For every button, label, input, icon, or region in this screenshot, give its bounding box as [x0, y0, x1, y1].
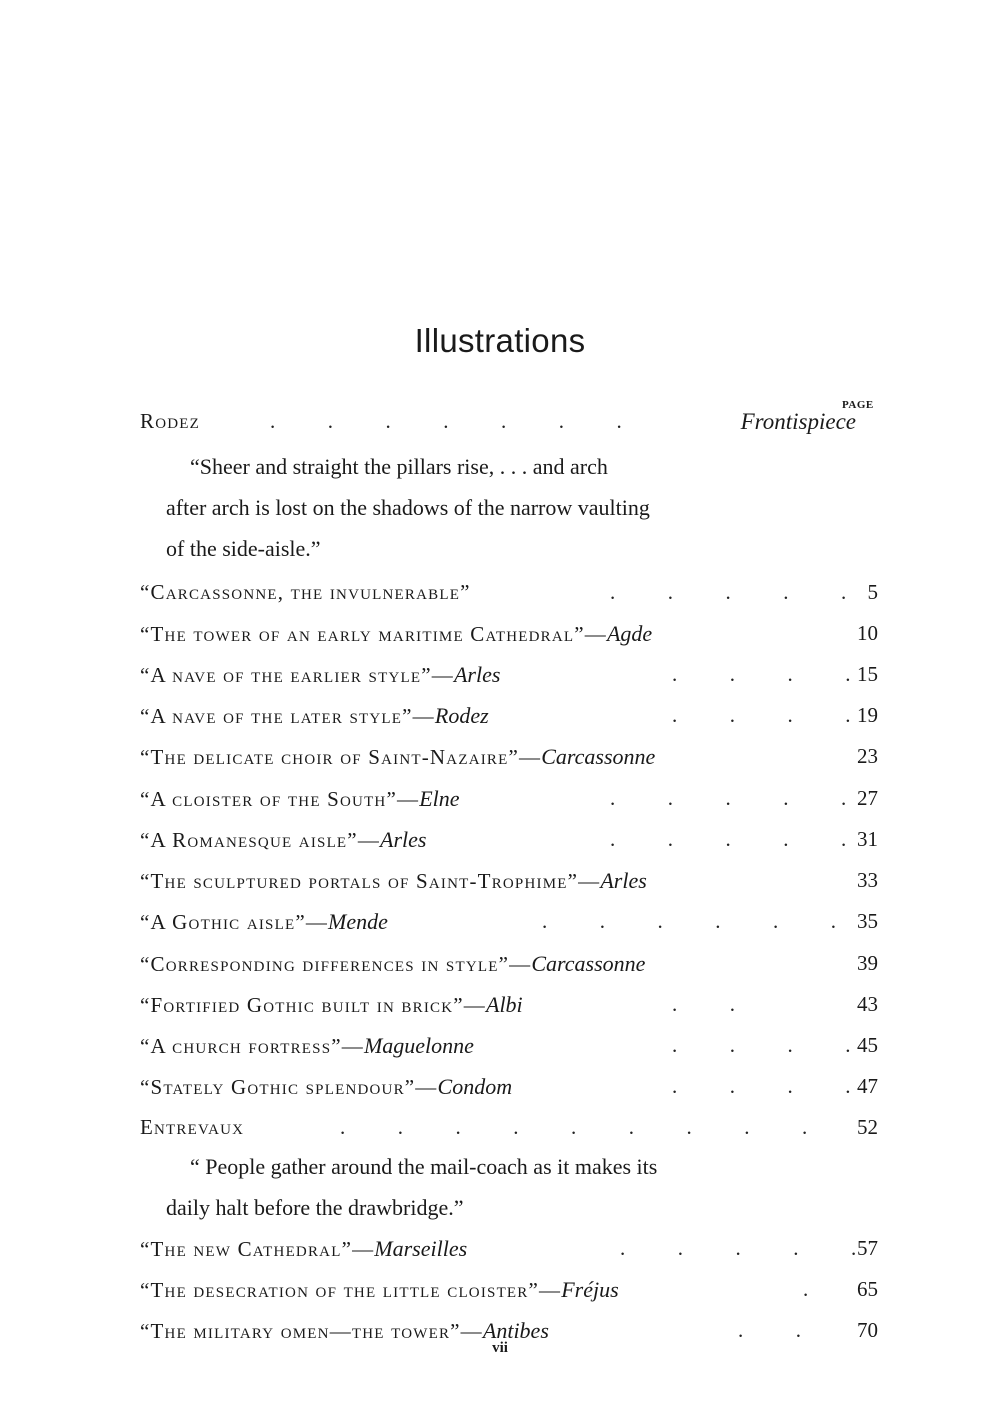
dot-leader: . . . . . [610, 580, 847, 604]
caption-line: “ People gather around the mail-coach as it makes its [190, 1154, 658, 1179]
place-name: Marseilles [374, 1236, 468, 1261]
list-item [140, 909, 882, 939]
dot-leader: . . . . . . [542, 909, 836, 933]
entry-title: “A Romanesque aisle”—Arles [140, 827, 427, 852]
entry-title: “A church fortress”—Maguelonne [140, 1033, 474, 1058]
entry-title: “A nave of the earlier style”—Arles [140, 662, 501, 687]
list-item [140, 1236, 882, 1266]
list-item [140, 662, 882, 692]
entry-title: “The military omen—the tower”—Antibes [140, 1318, 549, 1343]
page-number: 33 [857, 868, 878, 892]
dot-leader: . . . . [672, 662, 851, 686]
entry-title: “The delicate choir of Saint-Nazaire”—Carcassonne [140, 744, 656, 769]
place-name: Arles [600, 868, 647, 893]
page-number: 19 [857, 703, 878, 727]
place-name: Rodez [434, 703, 489, 728]
page-number: 43 [857, 992, 878, 1016]
entry-title: “A cloister of the South”—Elne [140, 786, 460, 811]
dot-leader: . . [738, 1318, 801, 1342]
list-item [140, 703, 882, 733]
page-column-label: PAGE [842, 399, 874, 411]
dot-leader: . . . . . . . [270, 409, 622, 433]
list-item [140, 744, 882, 774]
list-item [140, 786, 882, 816]
list-item [140, 1115, 882, 1145]
page-number: 45 [857, 1033, 878, 1057]
dot-leader: . . . . [672, 703, 851, 727]
place-name: Elne [419, 786, 460, 811]
entry-title: “Carcassonne, the invulnerable” [140, 580, 471, 604]
page-number: 65 [857, 1277, 878, 1301]
caption-line: daily halt before the drawbridge.” [166, 1195, 464, 1220]
dot-leader: . . [672, 992, 735, 1016]
page-number: 70 [857, 1318, 878, 1342]
page-number: 31 [857, 827, 878, 851]
entry-title: “The tower of an early maritime Cathedral”—Agde [140, 621, 653, 646]
list-item [140, 621, 882, 651]
list-item [140, 1074, 882, 1104]
place-name: Mende [328, 909, 388, 934]
entry-title: “The new Cathedral”—Marseilles [140, 1236, 468, 1261]
illustration-caption [166, 446, 826, 569]
page-number: 5 [867, 580, 878, 604]
dot-leader: . . . . . . . . . [340, 1115, 808, 1139]
dot-leader: . . . . [672, 1074, 851, 1098]
list-item [140, 1033, 882, 1063]
page-number: 23 [857, 744, 878, 768]
dot-leader: . . . . . [610, 827, 847, 851]
place-name: Agde [606, 621, 653, 646]
illustration-caption [166, 1146, 826, 1228]
entry-title: Rodez [140, 409, 200, 433]
place-name: Maguelonne [363, 1033, 474, 1058]
place-name: Albi [486, 992, 523, 1017]
page-title: Illustrations [414, 322, 586, 359]
folio-number: vii [492, 1340, 508, 1356]
dot-leader: . . . . [672, 1033, 851, 1057]
dot-leader: . . . . . [620, 1236, 857, 1260]
frontispiece-label: Frontispiece [740, 409, 856, 434]
page-number: 27 [857, 786, 878, 810]
place-name: Arles [380, 827, 427, 852]
page-number: 47 [857, 1074, 878, 1098]
caption-line: of the side-aisle.” [166, 536, 321, 561]
place-name: Antibes [482, 1318, 549, 1343]
page-number: 15 [857, 662, 878, 686]
entry-title: “The desecration of the little cloister”—Fréjus [140, 1277, 619, 1302]
place-name: Fréjus [561, 1277, 619, 1302]
place-name: Carcassonne [541, 744, 656, 769]
list-item [140, 992, 882, 1022]
caption-line: “Sheer and straight the pillars rise, . . . and arch [190, 454, 608, 479]
place-name: Carcassonne [531, 951, 646, 976]
list-item [140, 409, 882, 439]
dot-leader: . . . . . [610, 786, 847, 810]
entry-title: “A Gothic aisle”—Mende [140, 909, 388, 934]
list-item [140, 827, 882, 857]
list-item [140, 580, 882, 610]
entry-title: “Corresponding differences in style”—Carcassonne [140, 951, 646, 976]
page-number: 35 [857, 909, 878, 933]
list-item [140, 868, 882, 898]
entry-title: “A nave of the later style”—Rodez [140, 703, 489, 728]
list-item [140, 1277, 882, 1307]
dot-leader: . [803, 1277, 809, 1301]
caption-line: after arch is lost on the shadows of the narrow vaulting [166, 495, 650, 520]
entry-title: “Fortified Gothic built in brick”—Albi [140, 992, 523, 1017]
page-number: 39 [857, 951, 878, 975]
place-name: Condom [437, 1074, 513, 1099]
page-number: 57 [857, 1236, 878, 1260]
entry-title: “Stately Gothic splendour”—Condom [140, 1074, 513, 1099]
page-number: 10 [857, 621, 878, 645]
entry-title: Entrevaux [140, 1115, 245, 1139]
entry-title: “The sculptured portals of Saint-Trophime”—Arles [140, 868, 647, 893]
place-name: Arles [453, 662, 501, 687]
list-item [140, 951, 882, 981]
page-number: 52 [857, 1115, 878, 1139]
